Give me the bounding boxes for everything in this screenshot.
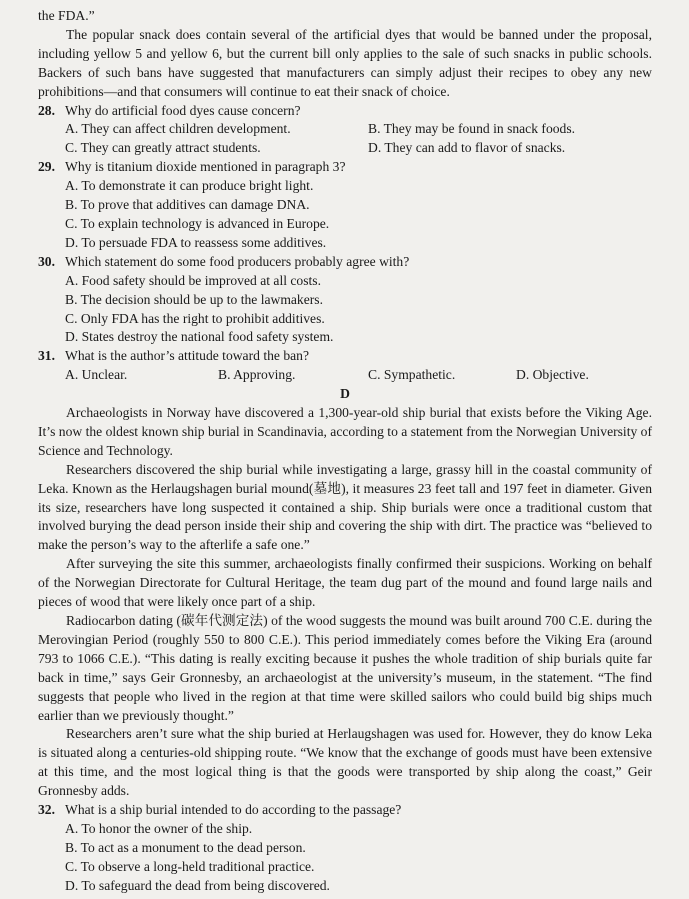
question-32	[38, 801, 652, 896]
question-28-options	[65, 120, 652, 158]
question-29-head	[38, 158, 652, 177]
question-31-option-b: B. Approving.	[218, 367, 296, 383]
passage-paragraph-4: Radiocarbon dating (碳年代测定法) of the wood suggests the mound was built around 700 C.E. during the Merovingian Period (roughly 550 to 800 C.E.). This period immediately comes before the Viking Era (around 793 to 1066 C.E.). “This dating is really exciting because it pushes the whole tradition of ship burials quite far back in time,” says Geir Gronnesby, an archaeologist at the university’s museum, in the statement. “The find suggests that people who lived in the region at that time were skilled sailors who could build big ships much earlier than we previously thought.”	[38, 613, 652, 723]
question-30-option-c: C. Only FDA has the right to prohibit additives.	[65, 310, 325, 326]
passage-paragraph-2: Researchers discovered the ship burial while investigating a large, grassy hill in the coastal community of Leka. Known as the Herlaugshagen burial mound(墓地), it measures 23 feet tall and 197 feet in diameter. Given its size, researchers have long suspected it contained a ship. Ship burials were once a traditional custom that involved burying the dead person inside their ship and covering the ship with dirt. The practice was “believed to make the person’s way to the afterlife a safe one.”	[38, 461, 652, 553]
question-28-number: 28.	[38, 102, 55, 118]
question-32-option-c: C. To observe a long-held traditional practice.	[65, 858, 315, 874]
question-29-option-b: B. To prove that additives can damage DNA.	[65, 197, 310, 213]
question-32-head	[38, 801, 652, 820]
question-30-options	[65, 272, 652, 348]
question-31-head	[38, 347, 652, 366]
passage-paragraph-3: After surveying the site this summer, archaeologists finally confirmed their suspicions. Working on behalf of the Norwegian Directorate for Cultural Heritage, the team dug part of the mound and found large nails and pieces of wood that were likely once part of a ship.	[38, 556, 652, 610]
question-29-number: 29.	[38, 159, 55, 175]
passage-section-label: D	[340, 386, 350, 402]
passage-paragraph-1: Archaeologists in Norway have discovered a 1,300-year-old ship burial that exists before the Viking Age. It’s now the oldest known ship burial in Scandinavia, according to a statement from the Norwegian University of Science and Technology.	[38, 405, 652, 458]
question-32-option-d: D. To safeguard the dead from being discovered.	[65, 877, 330, 893]
question-31-number: 31.	[38, 348, 55, 364]
question-31-option-c: C. Sympathetic.	[368, 367, 456, 383]
question-30	[38, 253, 652, 348]
question-32-text: What is a ship burial intended to do according to the passage?	[65, 802, 402, 818]
question-28-option-c: C. They can greatly attract students.	[65, 140, 261, 156]
question-30-text: Which statement do some food producers probably agree with?	[65, 253, 410, 269]
question-30-option-d: D. States destroy the national food safety system.	[65, 329, 334, 345]
question-29	[38, 158, 652, 253]
passage-paragraph-5: Researchers aren’t sure what the ship buried at Herlaugshagen was used for. However, they do know Leka is situated along a centuries-old shipping route. “We know that the exchange of goods must have been extensive at this time, and the most logical thing is that the goods were transported by ship along the coast,” Geir Gronnesby adds.	[38, 726, 652, 799]
question-31-options	[65, 366, 652, 385]
question-31-option-a: A. Unclear.	[65, 367, 128, 383]
question-30-number: 30.	[38, 253, 55, 269]
question-28	[38, 102, 652, 159]
question-30-option-a: A. Food safety should be improved at all costs.	[65, 272, 321, 288]
question-29-options	[65, 177, 652, 253]
question-32-options	[65, 820, 652, 896]
question-30-head	[38, 253, 652, 272]
question-29-text: Why is titanium dioxide mentioned in paragraph 3?	[65, 159, 346, 175]
question-31-option-d: D. Objective.	[516, 367, 589, 383]
question-31	[38, 347, 652, 385]
question-32-number: 32.	[38, 802, 55, 818]
question-28-option-b: B. They may be found in snack foods.	[368, 121, 576, 137]
carryover-text: the FDA.”	[38, 8, 95, 23]
question-29-option-a: A. To demonstrate it can produce bright light.	[65, 178, 314, 194]
question-28-head	[38, 102, 652, 121]
question-31-text: What is the author’s attitude toward the ban?	[65, 348, 309, 364]
question-30-option-b: B. The decision should be up to the lawmakers.	[65, 291, 323, 307]
intro-paragraph: The popular snack does contain several of the artificial dyes that would be banned under the proposal, including yellow 5 and yellow 6, but the current bill only applies to the sale of such snacks in public schools. Backers of such bans have suggested that manufacturers can simply adjust their recipes to obey any new prohibitions—and that consumers will continue to eat their snack of choice.	[38, 26, 652, 99]
question-29-option-c: C. To explain technology is advanced in Europe.	[65, 215, 330, 231]
question-28-option-a: A. They can affect children development.	[65, 121, 291, 137]
question-29-option-d: D. To persuade FDA to reassess some additives.	[65, 234, 327, 250]
question-32-option-b: B. To act as a monument to the dead person.	[65, 839, 306, 855]
question-28-text: Why do artificial food dyes cause concern?	[65, 102, 301, 118]
question-32-option-a: A. To honor the owner of the ship.	[65, 820, 253, 836]
question-28-option-d: D. They can add to flavor of snacks.	[368, 140, 566, 156]
